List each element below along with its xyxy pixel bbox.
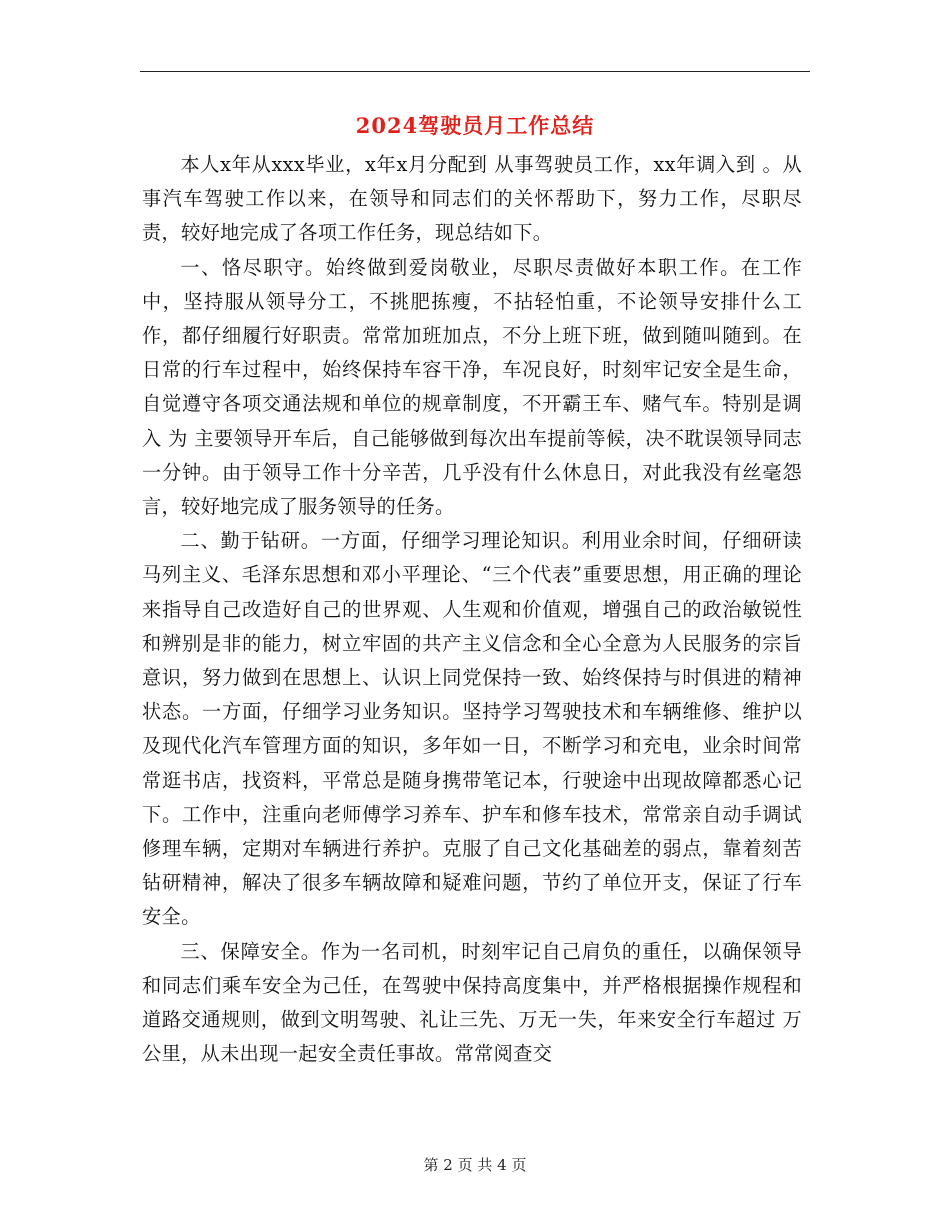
- paragraph-section-3: 三、保障安全。作为一名司机，时刻牢记自己肩负的重任，以确保领导和同志们乘车安全为己任，在驾驶中保持高度集中，并严格根据操作规程和道路交通规则，做到文明驾驶、礼让三先、万无一失，年来安全行车超过 万公里，从未出现一起安全责任事故。常常阅查交: [142, 939, 802, 1066]
- paragraph-intro: 本人x年从xxx毕业，x年x月分配到 从事驾驶员工作，xx年调入到 。从事汽车驾驶工作以来，在领导和同志们的关怀帮助下，努力工作，尽职尽责，较好地完成了各项工作任务，现总结如下。: [142, 153, 802, 245]
- header-rule: [140, 71, 810, 72]
- document-title: 2024驾驶员月工作总结: [355, 113, 595, 138]
- paragraph-section-2: 二、勤于钻研。一方面，仔细学习理论知识。利用业余时间，仔细研读马列主义、毛泽东思想和邓小平理论、“三个代表”重要思想，用正确的理论来指导自己改造好自己的世界观、人生观和价值观，增强自己的政治敏锐性和辨别是非的能力，树立牢固的共产主义信念和全心全意为人民服务的宗旨意识，努力做到在思想上、认识上同党保持一致、始终保持与时俱进的精神状态。一方面，仔细学习业务知识。坚持学习驾驶技术和车辆维修、维护以及现代化汽车管理方面的知识，多年如一日，不断学习和充电，业余时间常常逛书店，找资料，平常总是随身携带笔记本，行驶途中出现故障都悉心记下。工作中，注重向老师傅学习养车、护车和修车技术，常常亲自动手调试修理车辆，定期对车辆进行养护。克服了自己文化基础差的弱点，靠着刻苦钻研精神，解决了很多车辆故障和疑难问题，节约了单位开支，保证了行车安全。: [142, 529, 802, 929]
- document-body: [142, 148, 802, 1071]
- page-number: 第 2 页 共 4 页: [423, 1156, 527, 1174]
- paragraph-section-1: 一、恪尽职守。始终做到爱岗敬业，尽职尽责做好本职工作。在工作中，坚持服从领导分工，不挑肥拣瘦，不拈轻怕重，不论领导安排什么工作，都仔细履行好职责。常常加班加点，不分上班下班，做到随叫随到。在日常的行车过程中，始终保持车容干净，车况良好，时刻牢记安全是生命，自觉遵守各项交通法规和单位的规章制度，不开霸王车、赌气车。特别是调入 为 主要领导开车后，自己能够做到每次出车提前等候，决不耽误领导同志一分钟。由于领导工作十分辛苦，几乎没有什么休息日，对此我没有丝毫怨言，较好地完成了服务领导的任务。: [142, 255, 802, 519]
